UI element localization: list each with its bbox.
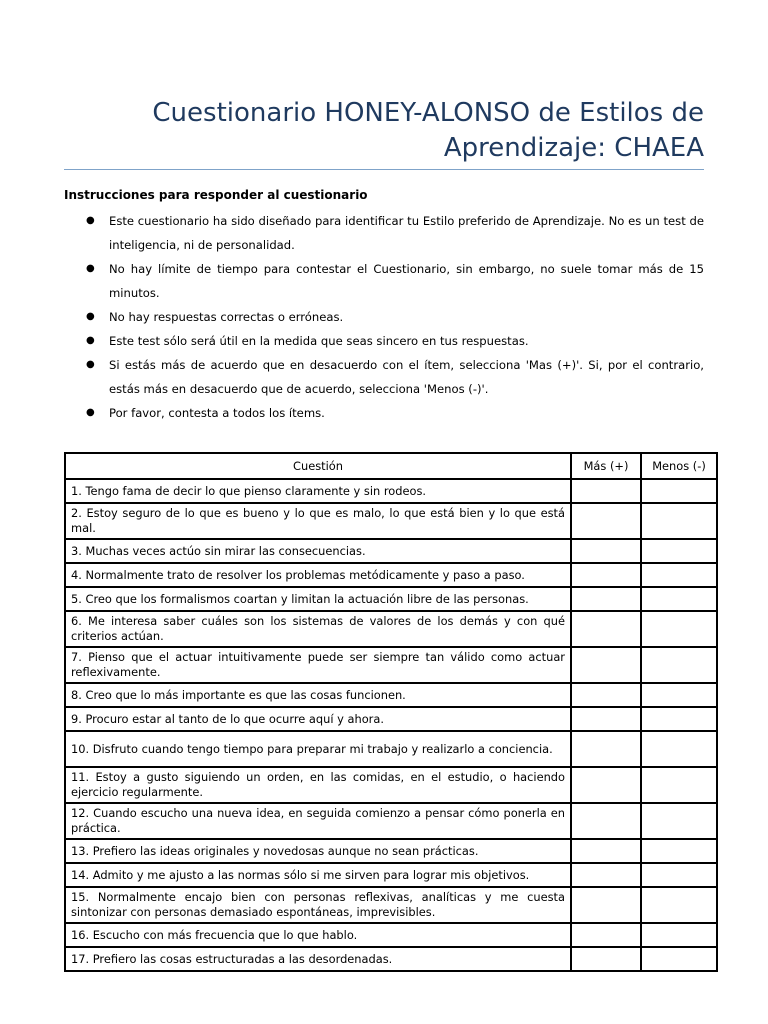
mas-answer-cell[interactable] — [571, 611, 641, 647]
instructions-heading: Instrucciones para responder al cuestionario — [64, 188, 368, 202]
question-text: 17. Prefiero las cosas estructuradas a las desordenadas. — [65, 947, 571, 971]
mas-answer-cell[interactable] — [571, 887, 641, 923]
menos-answer-cell[interactable] — [641, 707, 717, 731]
title-divider — [64, 169, 704, 170]
table-row — [65, 647, 717, 683]
table-row — [65, 803, 717, 839]
mas-answer-cell[interactable] — [571, 803, 641, 839]
instruction-text: Este test sólo será útil en la medida que seas sincero en tus respuestas. — [109, 334, 529, 348]
mas-answer-cell[interactable] — [571, 863, 641, 887]
mas-answer-cell[interactable] — [571, 563, 641, 587]
table-row — [65, 611, 717, 647]
table-row — [65, 839, 717, 863]
question-text: 7. Pienso que el actuar intuitivamente puede ser siempre tan válido como actuar reflexivamente. — [65, 647, 571, 683]
mas-answer-cell[interactable] — [571, 947, 641, 971]
menos-answer-cell[interactable] — [641, 803, 717, 839]
question-text: 10. Disfruto cuando tengo tiempo para preparar mi trabajo y realizarlo a conciencia. — [65, 731, 571, 767]
table-row — [65, 563, 717, 587]
mas-answer-cell[interactable] — [571, 923, 641, 947]
mas-answer-cell[interactable] — [571, 539, 641, 563]
table-row — [65, 479, 717, 503]
instruction-text: No hay respuestas correctas o erróneas. — [109, 310, 344, 324]
menos-answer-cell[interactable] — [641, 767, 717, 803]
table-row — [65, 863, 717, 887]
instruction-text: Este cuestionario ha sido diseñado para identificar tu Estilo preferido de Aprendizaje. No es un test de inteligencia, ni de personalidad. — [109, 214, 704, 252]
questionnaire-table — [64, 452, 718, 972]
table-row — [65, 503, 717, 539]
menos-answer-cell[interactable] — [641, 947, 717, 971]
mas-answer-cell[interactable] — [571, 707, 641, 731]
question-text: 5. Creo que los formalismos coartan y limitan la actuación libre de las personas. — [65, 587, 571, 611]
table-row — [65, 731, 717, 767]
menos-answer-cell[interactable] — [641, 863, 717, 887]
mas-answer-cell[interactable] — [571, 683, 641, 707]
question-text: 14. Admito y me ajusto a las normas sólo si me sirven para lograr mis objetivos. — [65, 863, 571, 887]
bullet-icon: ● — [86, 407, 95, 418]
question-text: 4. Normalmente trato de resolver los problemas metódicamente y paso a paso. — [65, 563, 571, 587]
instruction-item — [64, 257, 704, 305]
table-row — [65, 923, 717, 947]
instruction-text: No hay límite de tiempo para contestar el Cuestionario, sin embargo, no suele tomar más de 15 minutos. — [109, 262, 704, 300]
menos-answer-cell[interactable] — [641, 539, 717, 563]
instruction-item — [64, 353, 704, 401]
question-text: 16. Escucho con más frecuencia que lo que hablo. — [65, 923, 571, 947]
mas-answer-cell[interactable] — [571, 839, 641, 863]
instruction-item — [64, 329, 704, 353]
menos-answer-cell[interactable] — [641, 503, 717, 539]
header-cuestion: Cuestión — [65, 453, 571, 479]
table-row — [65, 887, 717, 923]
bullet-icon: ● — [86, 359, 95, 370]
table-row — [65, 767, 717, 803]
instruction-item — [64, 209, 704, 257]
menos-answer-cell[interactable] — [641, 731, 717, 767]
table-header-row — [65, 453, 717, 479]
title-line-1: Cuestionario HONEY-ALONSO de Estilos de — [152, 98, 704, 128]
mas-answer-cell[interactable] — [571, 731, 641, 767]
menos-answer-cell[interactable] — [641, 839, 717, 863]
instruction-text: Si estás más de acuerdo que en desacuerdo con el ítem, selecciona 'Mas (+)'. Si, por el contrario, estás más en desacuerdo que de acuerdo, selecciona 'Menos (-)'. — [109, 358, 704, 396]
menos-answer-cell[interactable] — [641, 611, 717, 647]
menos-answer-cell[interactable] — [641, 887, 717, 923]
menos-answer-cell[interactable] — [641, 563, 717, 587]
menos-answer-cell[interactable] — [641, 923, 717, 947]
menos-answer-cell[interactable] — [641, 683, 717, 707]
table-row — [65, 587, 717, 611]
table-row — [65, 707, 717, 731]
document-title — [64, 96, 704, 166]
question-text: 2. Estoy seguro de lo que es bueno y lo que es malo, lo que está bien y lo que está mal. — [65, 503, 571, 539]
bullet-icon: ● — [86, 263, 95, 274]
question-text: 11. Estoy a gusto siguiendo un orden, en las comidas, en el estudio, o haciendo ejercicio regularmente. — [65, 767, 571, 803]
menos-answer-cell[interactable] — [641, 479, 717, 503]
instruction-item — [64, 401, 704, 425]
question-text: 12. Cuando escucho una nueva idea, en seguida comienzo a pensar cómo ponerla en práctica. — [65, 803, 571, 839]
mas-answer-cell[interactable] — [571, 587, 641, 611]
title-line-2: Aprendizaje: CHAEA — [443, 133, 704, 163]
question-text: 15. Normalmente encajo bien con personas reflexivas, analíticas y me cuesta sintonizar con personas demasiado espontáneas, imprevisibles. — [65, 887, 571, 923]
menos-answer-cell[interactable] — [641, 647, 717, 683]
bullet-icon: ● — [86, 335, 95, 346]
instruction-item — [64, 305, 704, 329]
mas-answer-cell[interactable] — [571, 503, 641, 539]
question-text: 3. Muchas veces actúo sin mirar las consecuencias. — [65, 539, 571, 563]
header-menos: Menos (-) — [641, 453, 717, 479]
instruction-text: Por favor, contesta a todos los ítems. — [109, 406, 325, 420]
instructions-list — [64, 209, 704, 425]
bullet-icon: ● — [86, 215, 95, 226]
bullet-icon: ● — [86, 311, 95, 322]
question-text: 13. Prefiero las ideas originales y novedosas aunque no sean prácticas. — [65, 839, 571, 863]
menos-answer-cell[interactable] — [641, 587, 717, 611]
table-row — [65, 947, 717, 971]
mas-answer-cell[interactable] — [571, 767, 641, 803]
table-row — [65, 539, 717, 563]
mas-answer-cell[interactable] — [571, 479, 641, 503]
question-text: 8. Creo que lo más importante es que las cosas funcionen. — [65, 683, 571, 707]
question-text: 6. Me interesa saber cuáles son los sistemas de valores de los demás y con qué criterios actúan. — [65, 611, 571, 647]
question-text: 9. Procuro estar al tanto de lo que ocurre aquí y ahora. — [65, 707, 571, 731]
table-row — [65, 683, 717, 707]
header-mas: Más (+) — [571, 453, 641, 479]
mas-answer-cell[interactable] — [571, 647, 641, 683]
question-text: 1. Tengo fama de decir lo que pienso claramente y sin rodeos. — [65, 479, 571, 503]
